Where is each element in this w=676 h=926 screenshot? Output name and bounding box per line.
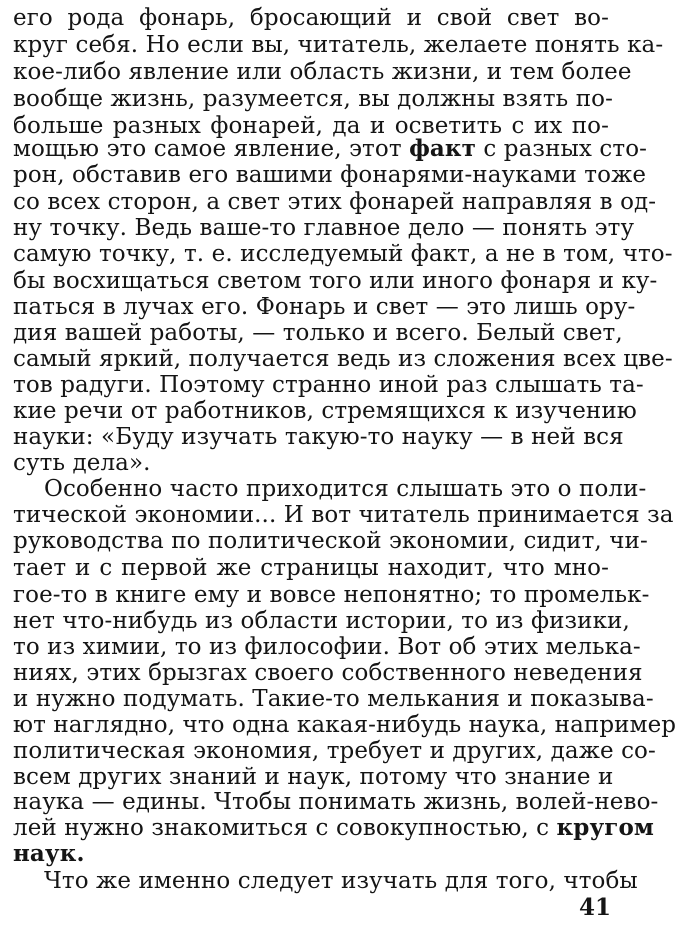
paragraph-first-line: Особенно часто приходится слышать это о поли- <box>44 476 647 502</box>
text-line: со всех сторон, а свет этих фонарей направляя в од- <box>13 189 657 215</box>
text-line: суть дела». <box>13 450 151 476</box>
text-line: паться в лучах его. Фонарь и свет — это лишь ору- <box>13 294 636 320</box>
text-line: рон, обставив его вашими фонарями-науками тоже <box>13 162 647 188</box>
text-line: тает и с первой же страницы находит, что мно- <box>13 555 609 581</box>
text-line: самый яркий, получается ведь из сложения всех цве- <box>13 346 673 372</box>
paragraph-first-line: Что же именно следует изучать для того, чтобы <box>44 868 638 894</box>
text-line-with-bold: мощью это самое явление, этот факт с разных сто- <box>13 135 648 162</box>
text-line: наука — едины. Чтобы понимать жизнь, волей-нево- <box>13 789 659 815</box>
text-line: его рода фонарь, бросающий и свой свет во- <box>13 5 609 31</box>
text-line: дия вашей работы, — только и всего. Белый свет, <box>13 320 623 346</box>
bold-word-nauk: наук. <box>13 840 85 867</box>
bold-word-fact: факт <box>409 135 476 162</box>
text-line: всем других знаний и наук, потому что знание и <box>13 764 614 790</box>
text-line: вообще жизнь, разумеется, вы должны взять по- <box>13 86 613 112</box>
text-line: кие речи от работников, стремящихся к изучению <box>13 398 637 424</box>
text-line: ют наглядно, что одна какая-нибудь наука, например <box>13 712 676 738</box>
text-line: тической экономии... И вот читатель принимается за <box>13 502 674 528</box>
text-line: кое-либо явление или область жизни, и тем более <box>13 59 632 85</box>
text-line: ну точку. Ведь ваше-то главное дело — понять эту <box>13 215 635 241</box>
text-line: гое-то в книге ему и вовсе непонятно; то промельк- <box>13 582 650 608</box>
text-line: самую точку, т. е. исследуемый факт, а не в том, что- <box>13 241 673 267</box>
page-number: 41 <box>578 894 611 921</box>
text-line: науки: «Буду изучать такую-то науку — в ней вся <box>13 424 624 450</box>
text-line: и нужно подумать. Такие-то мелькания и показыва- <box>13 686 654 712</box>
text-line: тов радуги. Поэтому странно иной раз слышать та- <box>13 372 644 398</box>
text-line: бы восхищаться светом того или иного фонаря и ку- <box>13 268 658 294</box>
text-line-with-bold: лей нужно знакомиться с совокупностью, с кругом <box>13 814 654 841</box>
text-line: то из химии, то из философии. Вот об этих мелька- <box>13 634 641 660</box>
bold-word-krugom: кругом <box>556 814 654 841</box>
text-line: руководства по политической экономии, сидит, чи- <box>13 528 648 554</box>
text-line: ниях, этих брызгах своего собственного неведения <box>13 660 643 686</box>
text-line: политическая экономия, требует и других, даже со- <box>13 738 656 764</box>
text-line: нет что-нибудь из области истории, то из физики, <box>13 608 630 634</box>
text-line-with-bold <box>13 839 609 869</box>
text-line: круг себя. Но если вы, читатель, желаете понять ка- <box>13 32 664 58</box>
text-line: больше разных фонарей, да и осветить с их по- <box>13 113 609 139</box>
